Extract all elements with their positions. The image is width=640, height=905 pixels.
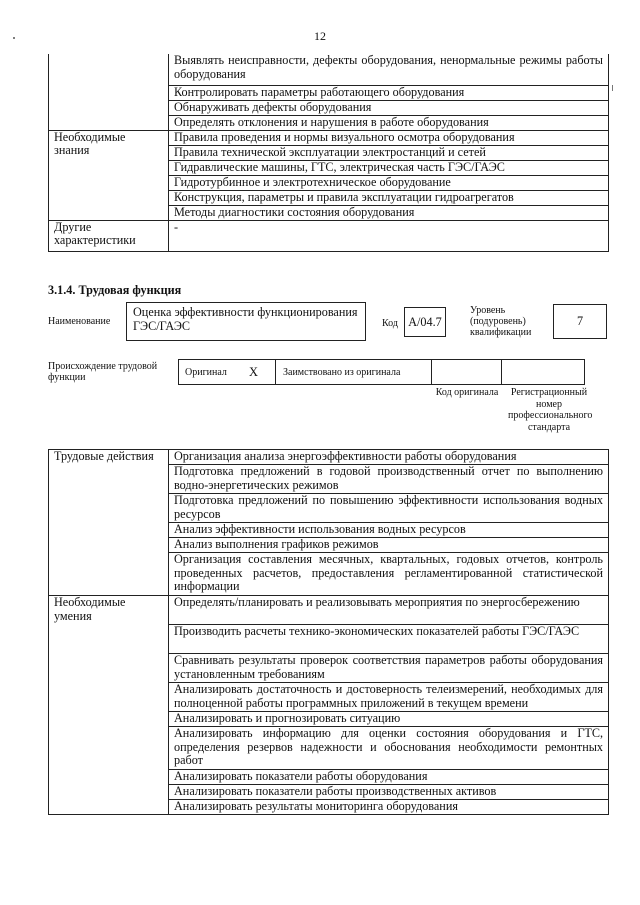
main-cell: Анализировать показатели работы производственных активов: [169, 785, 609, 800]
row-label-knowledge: Необходимые знания: [49, 130, 169, 220]
top-cell: Правила технической эксплуатации электростанций и сетей: [169, 145, 609, 160]
row-label-other: Другие характеристики: [49, 220, 169, 251]
top-cell: Методы диагностики состояния оборудования: [169, 205, 609, 220]
row-label-skills: Необходимые умения: [49, 596, 169, 815]
original-mark: X: [249, 364, 259, 379]
main-cell: Подготовка предложений в годовой производственный отчет по выполнению водно-энергетических режимов: [169, 465, 609, 494]
row-label-actions: Трудовые действия: [49, 450, 169, 596]
top-cell: Гидротурбинное и электротехническое оборудование: [169, 175, 609, 190]
page-number: 12: [314, 29, 326, 43]
top-cell: Определять отклонения и нарушения в работе оборудования: [169, 115, 609, 130]
scan-mark: [612, 85, 613, 91]
top-row-label-empty: [49, 54, 169, 130]
top-cell: -: [169, 220, 609, 251]
main-cell: Определять/планировать и реализовывать мероприятия по энергосбережению: [169, 596, 609, 625]
main-cell: Производить расчеты технико-экономических показателей работы ГЭС/ГАЭС: [169, 625, 609, 654]
origin-row: [178, 359, 585, 385]
top-cell: Контролировать параметры работающего оборудования: [169, 85, 609, 100]
function-name-box: Оценка эффективности функционирования ГЭС/ГАЭС: [126, 302, 366, 341]
main-cell: Анализировать и прогнозировать ситуацию: [169, 712, 609, 727]
main-cell: Анализировать показатели работы оборудования: [169, 770, 609, 785]
top-cell: Обнаруживать дефекты оборудования: [169, 100, 609, 115]
main-cell: Анализ выполнения графиков режимов: [169, 538, 609, 553]
top-cell: Правила проведения и нормы визуального осмотра оборудования: [169, 130, 609, 145]
borrowed-label: Заимствовано из оригинала: [283, 366, 401, 378]
main-cell: Анализировать результаты мониторинга оборудования: [169, 800, 609, 815]
reg-number-caption: Регистрационный номер профессионального стандарта: [508, 387, 593, 433]
main-cell: Анализировать достаточность и достоверность телеизмерений, необходимых для полноценной работы программных приложений в текущем времени: [169, 683, 609, 712]
section-title: 3.1.4. Трудовая функция: [48, 283, 182, 297]
origin-label: Происхождение трудовой функции: [48, 361, 158, 383]
main-cell: Подготовка предложений по повышению эффективности использования водных ресурсов: [169, 494, 609, 523]
scan-speck: [13, 37, 15, 39]
top-table: [48, 54, 609, 252]
function-code-box: A/04.7: [404, 307, 446, 337]
level-value-box: 7: [553, 304, 607, 339]
top-cell: Гидравлические машины, ГТС, электрическая часть ГЭС/ГАЭС: [169, 160, 609, 175]
top-cell: Выявлять неисправности, дефекты оборудования, ненормальные режимы работы оборудования: [169, 54, 609, 85]
original-label: Оригинал: [185, 366, 227, 378]
main-table: [48, 449, 609, 815]
main-cell: Сравнивать результаты проверок соответствия параметров работы оборудования установленным требованиям: [169, 654, 609, 683]
level-label: Уровень (подуровень) квалификации: [470, 305, 532, 338]
code-label: Код: [382, 318, 398, 329]
main-cell: Анализировать информацию для оценки состояния оборудования и ГТС, определения резервов надежности и обоснования необходимости ремонтных работ: [169, 727, 609, 770]
name-label: Наименование: [48, 316, 111, 327]
main-cell: Анализ эффективности использования водных ресурсов: [169, 523, 609, 538]
code-original-caption: Код оригинала: [435, 387, 499, 398]
top-cell: Конструкция, параметры и правила эксплуатации гидроагрегатов: [169, 190, 609, 205]
main-cell: Организация анализа энергоэффективности работы оборудования: [169, 450, 609, 465]
main-cell: Организация составления месячных, квартальных, годовых отчетов, контроль проведенных расчетов, предоставления регламентированной статистической информации: [169, 553, 609, 596]
